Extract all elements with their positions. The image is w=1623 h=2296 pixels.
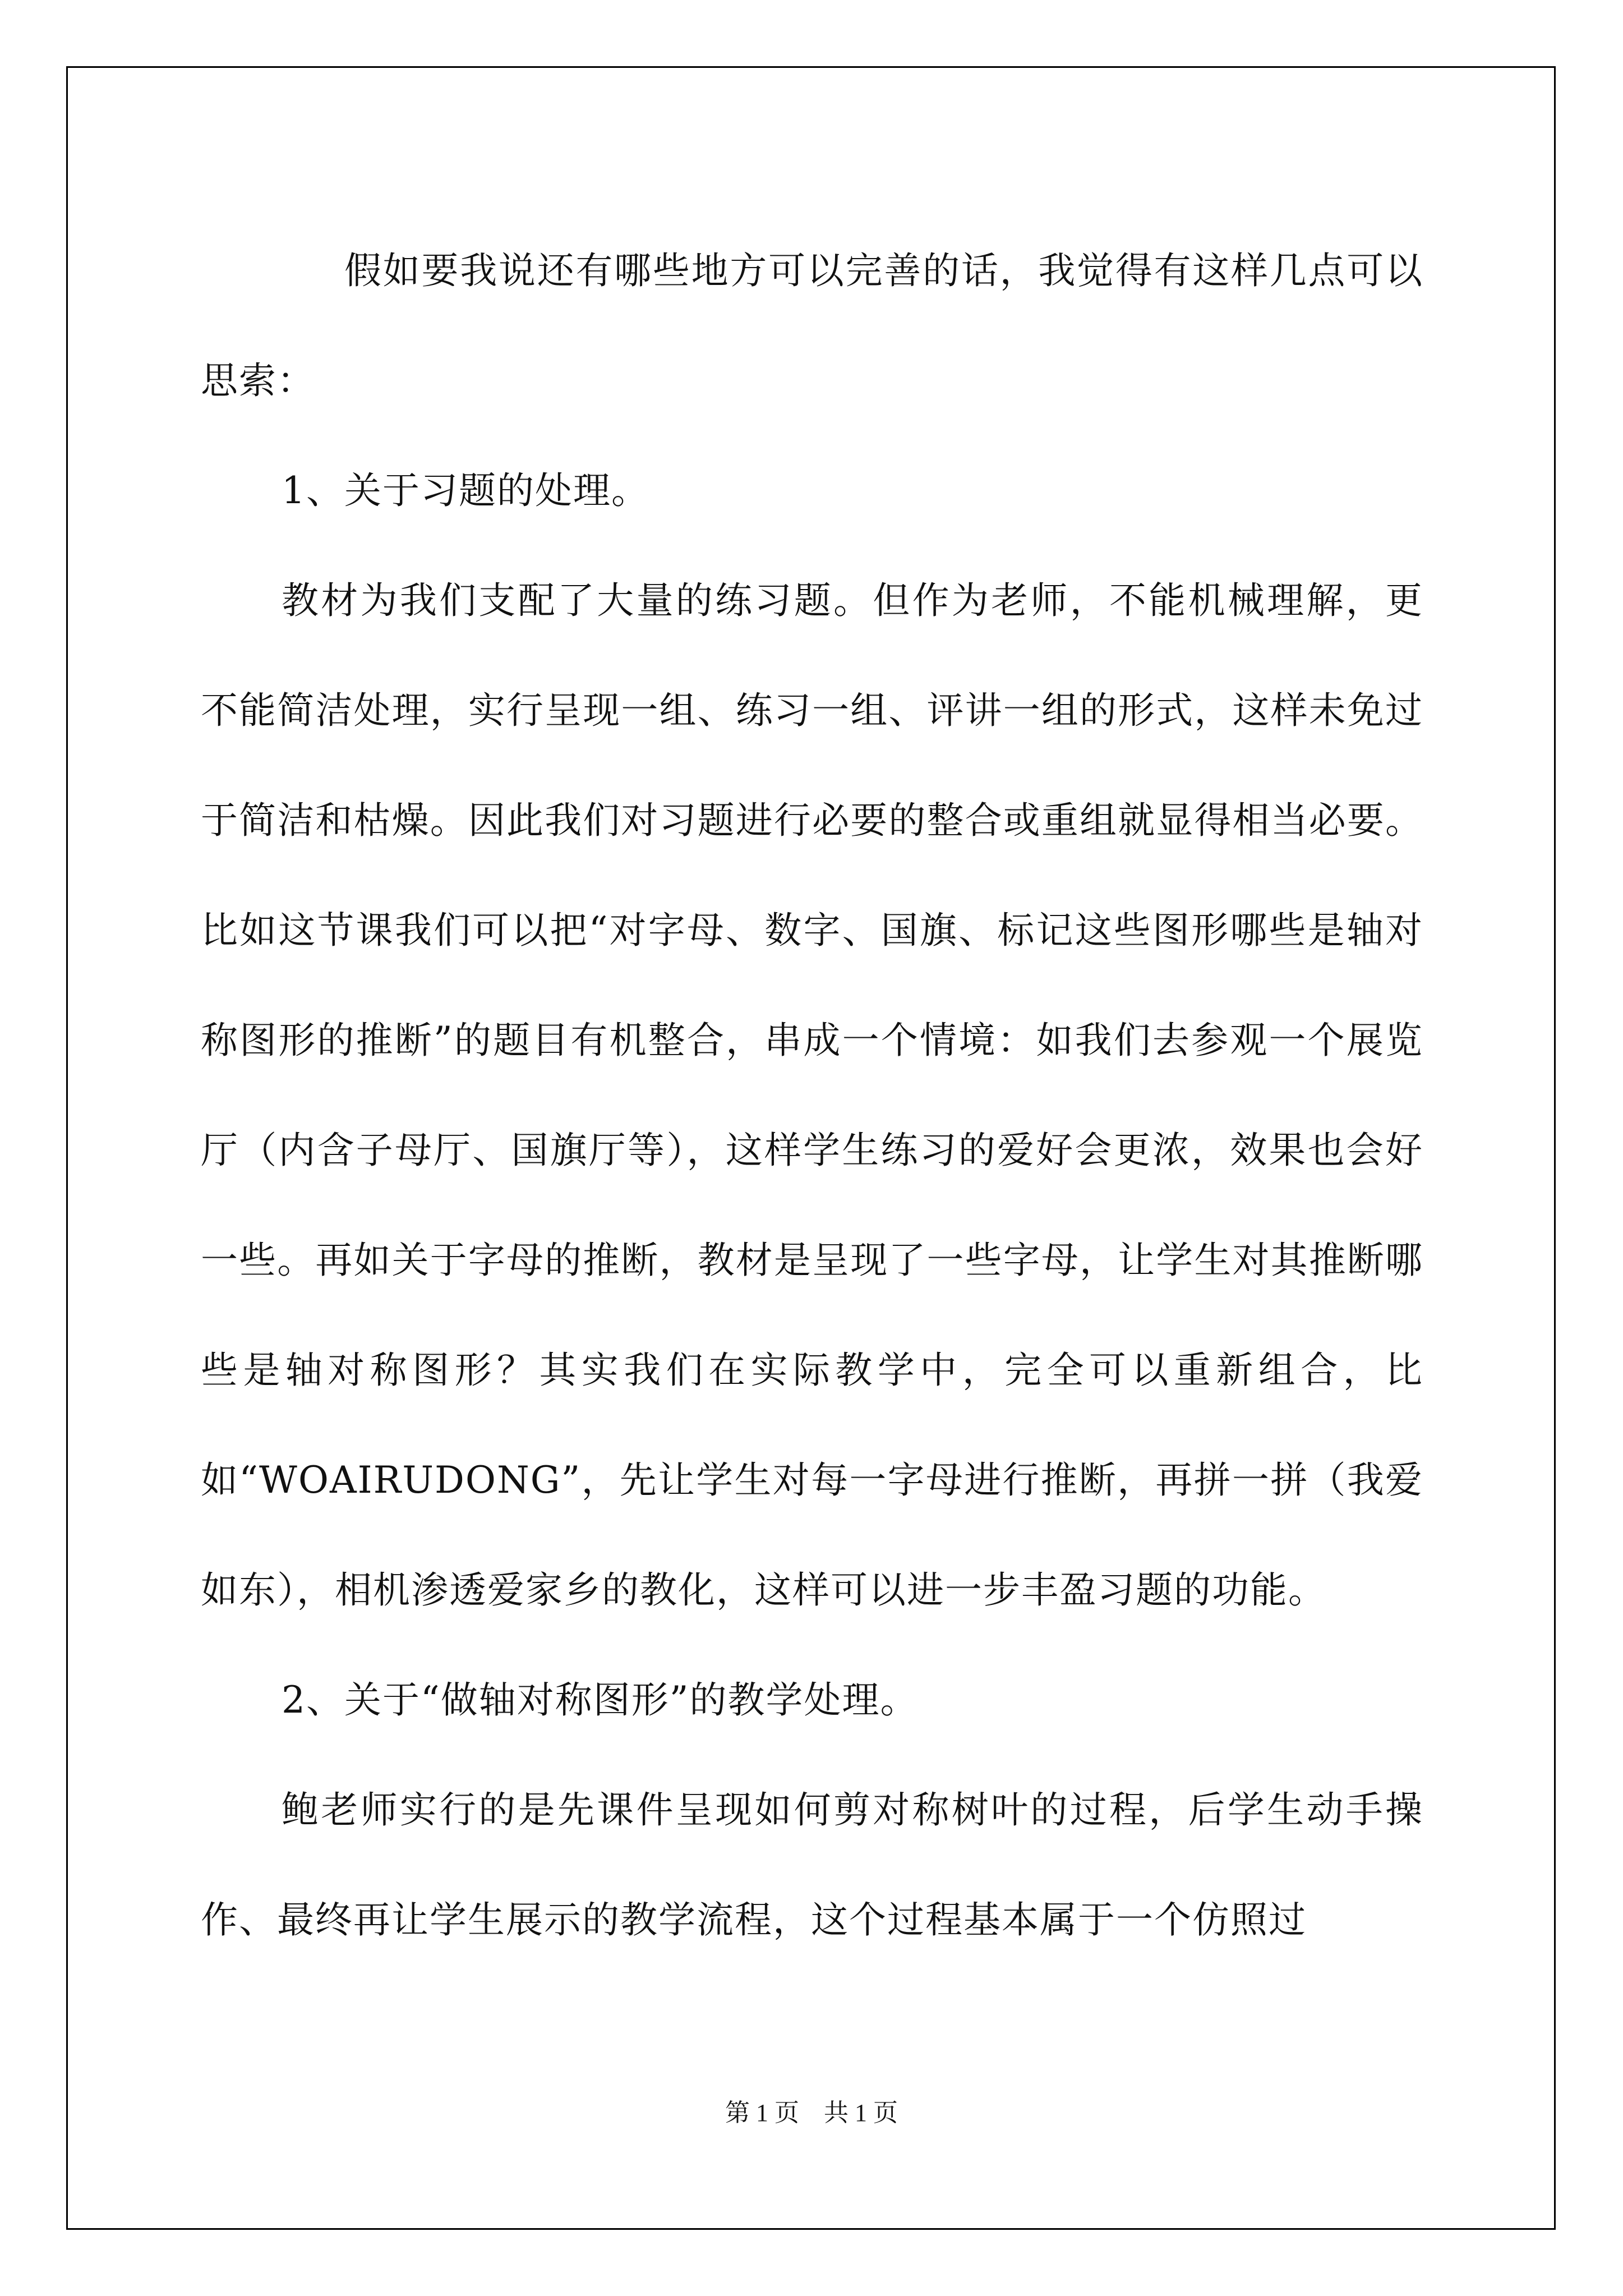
paragraph-intro: 假如要我说还有哪些地方可以完善的话，我觉得有这样几点可以思索： [201,249,1423,402]
paragraph-heading-2: 2、关于“做轴对称图形”的教学处理。 [282,1678,919,1722]
document-body [201,216,1423,1975]
paragraph-teaching-process: 鲍老师实行的是先课件呈现如何剪对称树叶的过程，后学生动手操作、最终再让学生展示的教学流程，这个过程基本属于一个仿照过 [201,1788,1423,1941]
paragraph-exercises: 教材为我们支配了大量的练习题。但作为老师，不能机械理解，更不能简洁处理，实行呈现一组、练习一组、评讲一组的形式，这样未免过于简洁和枯燥。因此我们对习题进行必要的整合或重组就显得相当必要。比如这节课我们可以把“对字母、数字、国旗、标记这些图形哪些是轴对称图形的推断”的题目有机整合，串成一个情境：如我们去参观一个展览厅（内含子母厅、国旗厅等），这样学生练习的爱好会更浓，效果也会好一些。再如关于字母的推断，教材是呈现了一些字母，让学生对其推断哪些是轴对称图形？其实我们在实际教学中，完全可以重新组合，比如“WOAIRUDONG”，先让学生对每一字母进行推断，再拼一拼（我爱如东），相机渗透爱家乡的教化，这样可以进一步丰盈习题的功能。 [201,579,1423,1612]
page-number: 第 1 页 共 1 页 [725,2099,898,2127]
paragraph-heading-1: 1、关于习题的处理。 [282,469,649,512]
